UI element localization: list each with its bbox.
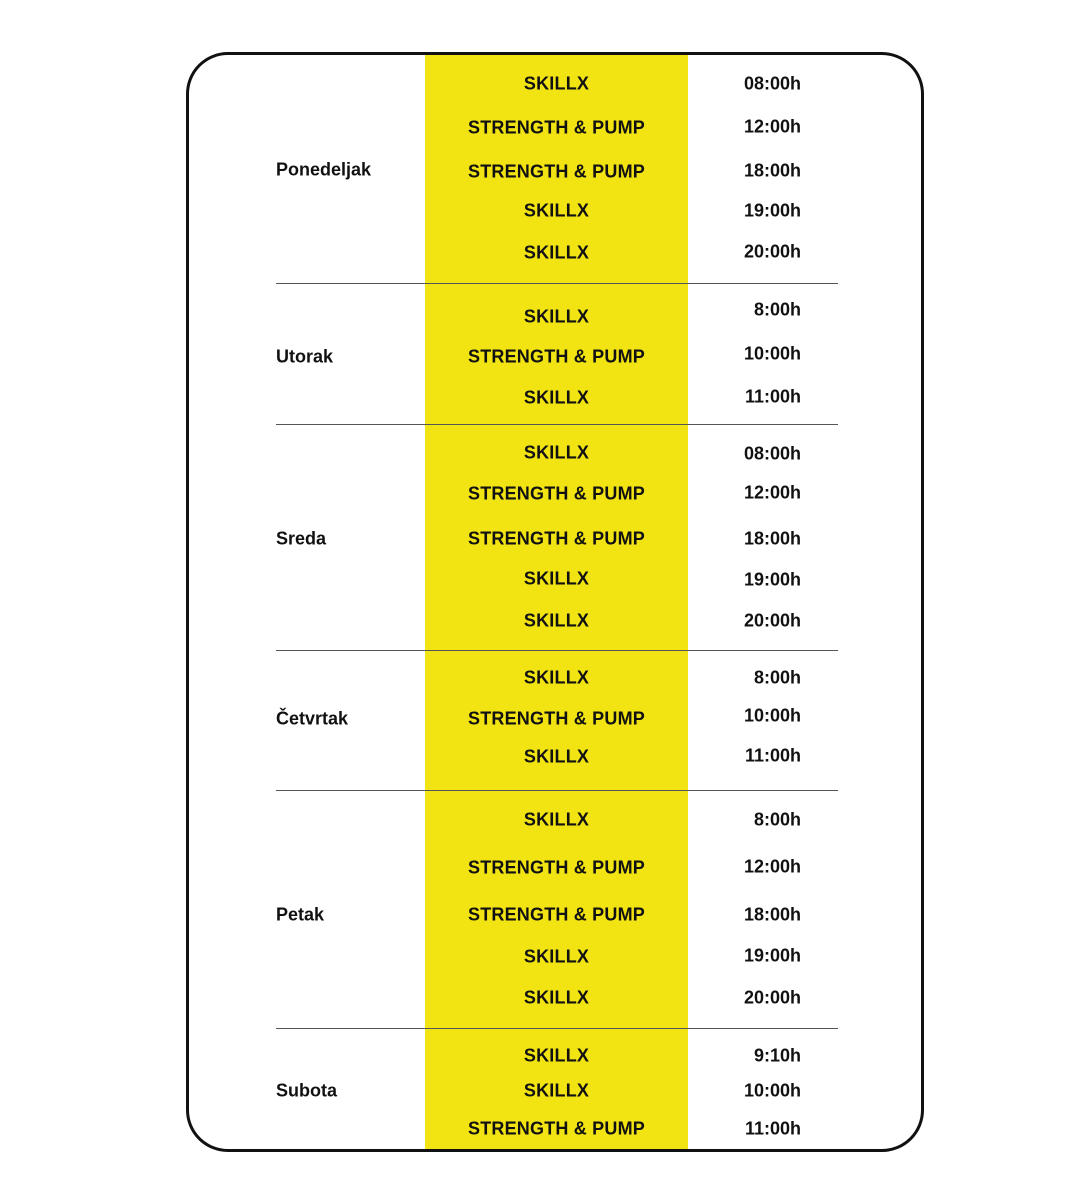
class-time: 10:00h bbox=[743, 343, 801, 364]
class-name: SKILLX bbox=[523, 667, 590, 688]
class-name: STRENGTH & PUMP bbox=[467, 528, 645, 549]
class-time: 9:10h bbox=[753, 1045, 801, 1066]
class-time: 20:00h bbox=[743, 241, 801, 262]
class-time: 10:00h bbox=[743, 705, 801, 726]
class-name: SKILLX bbox=[523, 809, 590, 830]
day-label-ponedeljak: Ponedeljak bbox=[276, 159, 372, 180]
day-divider bbox=[276, 790, 838, 791]
day-divider bbox=[276, 424, 838, 425]
class-time: 18:00h bbox=[743, 160, 801, 181]
class-time: 8:00h bbox=[753, 299, 801, 320]
class-name: STRENGTH & PUMP bbox=[467, 904, 645, 925]
day-divider bbox=[276, 650, 838, 651]
class-time: 08:00h bbox=[743, 73, 801, 94]
class-time: 11:00h bbox=[744, 745, 801, 766]
class-time: 8:00h bbox=[753, 667, 801, 688]
class-time: 08:00h bbox=[743, 443, 801, 464]
class-name: SKILLX bbox=[523, 387, 590, 408]
class-name: SKILLX bbox=[523, 746, 590, 767]
class-name: STRENGTH & PUMP bbox=[467, 708, 645, 729]
class-time: 20:00h bbox=[743, 610, 801, 631]
class-time: 11:00h bbox=[744, 1118, 801, 1139]
class-name: SKILLX bbox=[523, 946, 590, 967]
day-divider bbox=[276, 283, 838, 284]
class-time: 12:00h bbox=[743, 116, 801, 137]
day-label-utorak: Utorak bbox=[276, 346, 334, 367]
class-name: SKILLX bbox=[523, 568, 590, 589]
day-divider bbox=[276, 1028, 838, 1029]
class-name: SKILLX bbox=[523, 987, 590, 1008]
day-label-petak: Petak bbox=[276, 904, 325, 925]
class-name: SKILLX bbox=[523, 1080, 590, 1101]
class-name: STRENGTH & PUMP bbox=[467, 483, 645, 504]
class-time: 19:00h bbox=[743, 945, 801, 966]
class-time: 18:00h bbox=[743, 528, 801, 549]
class-time: 12:00h bbox=[743, 482, 801, 503]
schedule-card bbox=[186, 52, 924, 1152]
day-label-sreda: Sreda bbox=[276, 528, 327, 549]
class-name: SKILLX bbox=[523, 1045, 590, 1066]
class-name: STRENGTH & PUMP bbox=[467, 117, 645, 138]
class-name: STRENGTH & PUMP bbox=[467, 161, 645, 182]
class-time: 12:00h bbox=[743, 856, 801, 877]
class-time: 8:00h bbox=[753, 809, 801, 830]
class-time: 19:00h bbox=[743, 200, 801, 221]
class-time: 11:00h bbox=[744, 386, 801, 407]
day-label-subota: Subota bbox=[276, 1080, 337, 1101]
class-time: 19:00h bbox=[743, 569, 801, 590]
class-name: STRENGTH & PUMP bbox=[467, 857, 645, 878]
class-time: 18:00h bbox=[743, 904, 801, 925]
class-name: SKILLX bbox=[523, 306, 590, 327]
class-name: STRENGTH & PUMP bbox=[467, 1118, 645, 1139]
day-label-cetvrtak: Četvrtak bbox=[276, 708, 349, 729]
class-name: STRENGTH & PUMP bbox=[467, 346, 645, 367]
class-time: 10:00h bbox=[743, 1080, 801, 1101]
class-name: SKILLX bbox=[523, 73, 590, 94]
class-name: SKILLX bbox=[523, 610, 590, 631]
class-name: SKILLX bbox=[523, 200, 590, 221]
class-name: SKILLX bbox=[523, 442, 590, 463]
class-name: SKILLX bbox=[523, 242, 590, 263]
class-time: 20:00h bbox=[743, 987, 801, 1008]
